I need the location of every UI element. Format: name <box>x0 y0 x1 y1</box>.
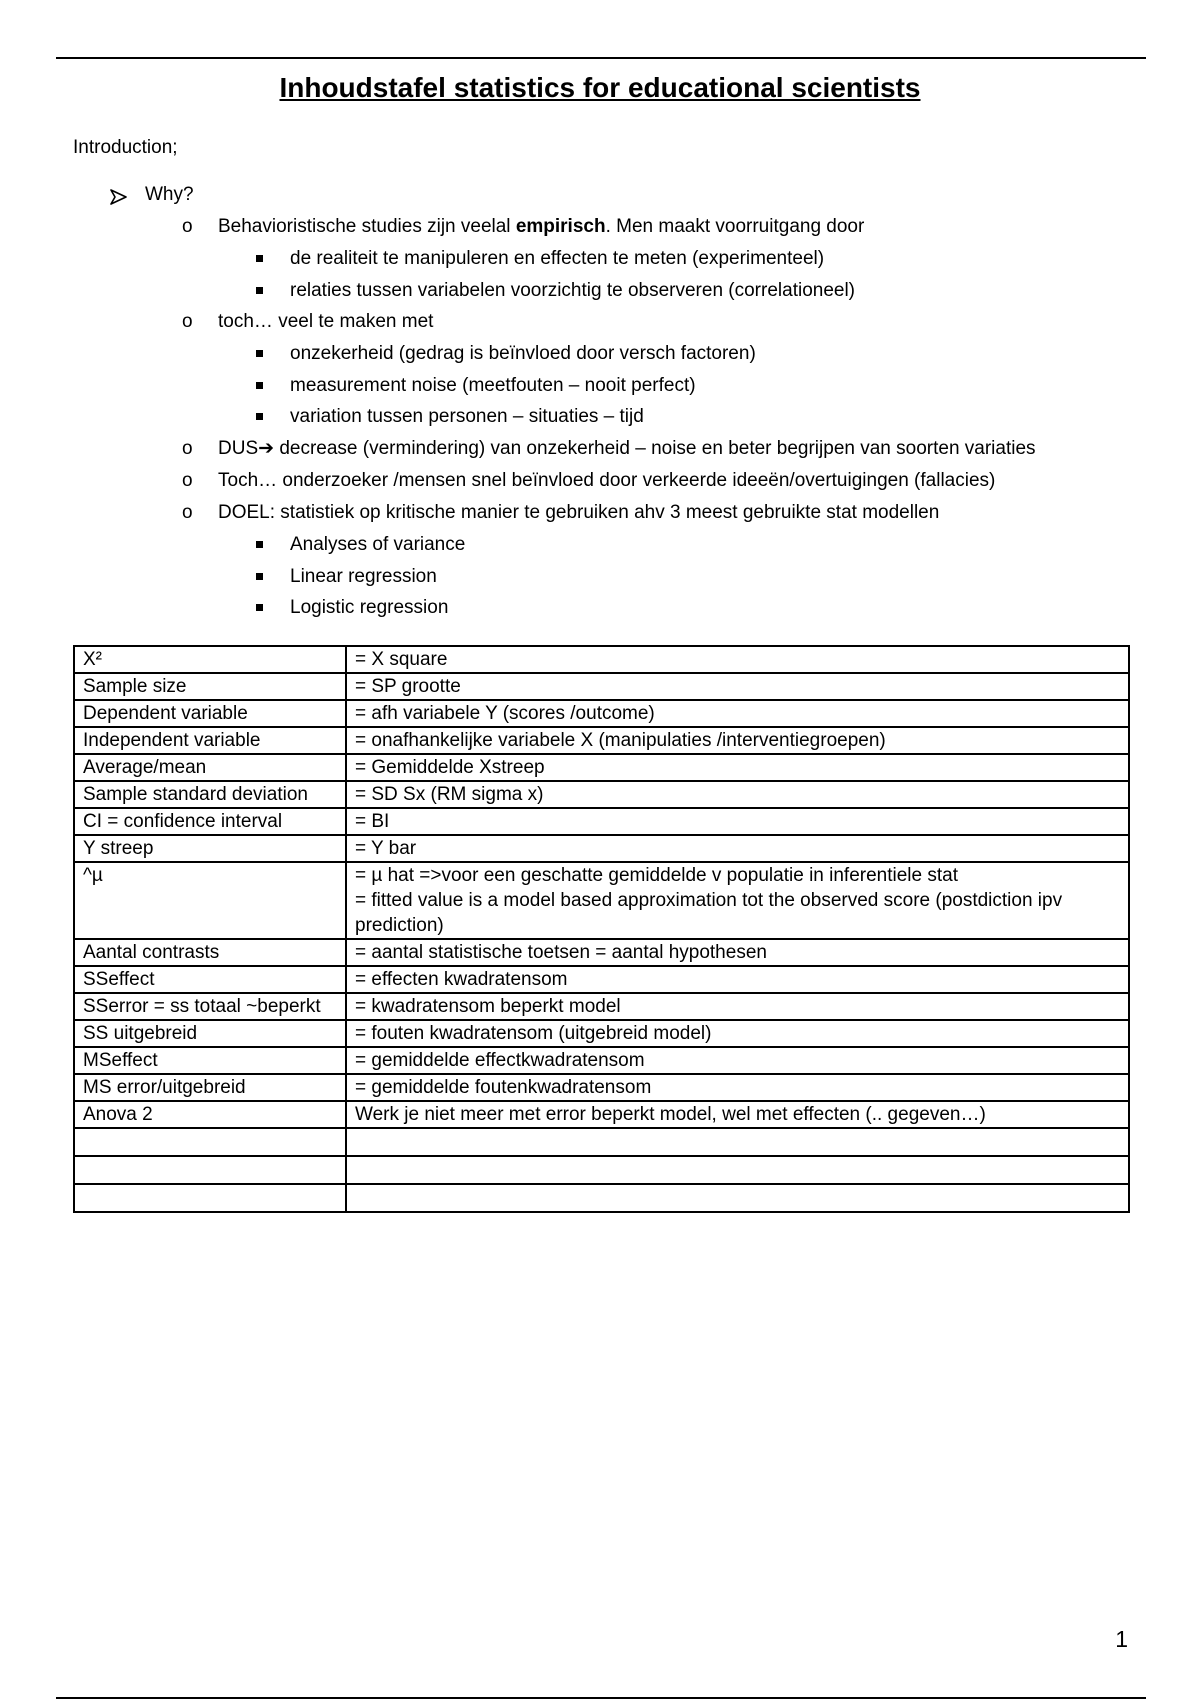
glossary-table <box>73 645 1130 1213</box>
square-bullet-icon <box>256 413 263 420</box>
square-bullet-icon <box>256 382 263 389</box>
sub-point: de realiteit te manipuleren en effecten te meten (experimenteel) <box>290 248 825 269</box>
circle-bullet-marker: o <box>182 438 193 459</box>
sub-point: variation tussen personen – situaties – tijd <box>290 406 644 427</box>
square-bullet-icon <box>256 255 263 262</box>
definition-cell: = BI <box>346 808 1129 835</box>
term-cell: Y streep <box>74 835 346 862</box>
empty-cell <box>346 1128 1129 1156</box>
table-row <box>74 700 1129 727</box>
square-bullet-icon <box>256 604 263 611</box>
point-dus <box>218 437 1036 461</box>
table-row <box>74 1074 1129 1101</box>
table-row <box>74 1101 1129 1128</box>
table-row <box>74 939 1129 966</box>
term-cell: SSeffect <box>74 966 346 993</box>
circle-bullet-marker: o <box>182 470 193 491</box>
sub-point: measurement noise (meetfouten – nooit perfect) <box>290 375 696 396</box>
sub-point: Logistic regression <box>290 597 449 618</box>
table-row <box>74 993 1129 1020</box>
term-cell: Independent variable <box>74 727 346 754</box>
term-cell: SS uitgebreid <box>74 1020 346 1047</box>
definition-line: = µ hat =>voor een geschatte gemiddelde v populatie in inferentiele stat <box>355 865 958 886</box>
circle-bullet-marker: o <box>182 216 193 237</box>
point-toch: toch… veel te maken met <box>218 311 434 332</box>
definition-cell: Werk je niet meer met error beperkt model, wel met effecten (.. gegeven…) <box>346 1101 1129 1128</box>
point-dus-text: DUS <box>218 438 259 459</box>
square-bullet-icon <box>256 350 263 357</box>
table-row <box>74 1020 1129 1047</box>
term-cell: MS error/uitgebreid <box>74 1074 346 1101</box>
table-row <box>74 781 1129 808</box>
definition-cell: = fouten kwadratensom (uitgebreid model) <box>346 1020 1129 1047</box>
point-doel: DOEL: statistiek op kritische manier te gebruiken ahv 3 meest gebruikte stat modellen <box>218 502 940 523</box>
table-row <box>74 808 1129 835</box>
definition-cell: = SD Sx (RM sigma x) <box>346 781 1129 808</box>
definition-cell: = SP grootte <box>346 673 1129 700</box>
point-empirisch <box>218 215 864 239</box>
definition-cell: = Y bar <box>346 835 1129 862</box>
definition-cell: = afh variabele Y (scores /outcome) <box>346 700 1129 727</box>
empty-cell <box>74 1156 346 1184</box>
definition-cell: = aantal statistische toetsen = aantal hypothesen <box>346 939 1129 966</box>
term-cell: Dependent variable <box>74 700 346 727</box>
table-row <box>74 966 1129 993</box>
definition-cell: = gemiddelde foutenkwadratensom <box>346 1074 1129 1101</box>
empty-table-row <box>74 1184 1129 1212</box>
empty-cell <box>74 1128 346 1156</box>
square-bullet-icon <box>256 287 263 294</box>
point-empirisch-text-end: . Men maakt voorruitgang door <box>605 216 865 237</box>
footer-rule <box>56 1697 1146 1699</box>
term-cell: Aantal contrasts <box>74 939 346 966</box>
empty-cell <box>74 1184 346 1212</box>
square-bullet-icon <box>256 573 263 580</box>
why-heading: Why? <box>145 184 194 205</box>
circle-bullet-marker: o <box>182 502 193 523</box>
table-row <box>74 646 1129 673</box>
term-cell: Anova 2 <box>74 1101 346 1128</box>
definition-cell <box>346 862 1129 939</box>
definition-cell: = onafhankelijke variabele X (manipulaties /interventiegroepen) <box>346 727 1129 754</box>
term-cell: Sample size <box>74 673 346 700</box>
page-number: 1 <box>1115 1626 1128 1652</box>
table-row <box>74 754 1129 781</box>
empty-cell <box>346 1184 1129 1212</box>
definition-line: = fitted value is a model based approximation tot the observed score (postdiction ipv prediction) <box>355 890 1063 936</box>
table-row <box>74 727 1129 754</box>
empty-cell <box>346 1156 1129 1184</box>
right-arrow-icon: ➔ <box>258 438 275 459</box>
document-title: Inhoudstafel statistics for educational scientists <box>279 72 921 103</box>
term-cell: SSerror = ss totaal ~beperkt <box>74 993 346 1020</box>
term-cell: ^µ <box>74 862 346 939</box>
definition-cell: = X square <box>346 646 1129 673</box>
sub-point: onzekerheid (gedrag is beïnvloed door versch factoren) <box>290 343 756 364</box>
square-bullet-icon <box>256 541 263 548</box>
sub-point: relaties tussen variabelen voorzichtig te observeren (correlationeel) <box>290 280 856 301</box>
definition-cell: = gemiddelde effectkwadratensom <box>346 1047 1129 1074</box>
definition-cell: = Gemiddelde Xstreep <box>346 754 1129 781</box>
point-empirisch-bold: empirisch <box>515 216 606 237</box>
sub-point: Analyses of variance <box>290 534 466 555</box>
intro-label: Introduction; <box>73 137 178 158</box>
table-row <box>74 673 1129 700</box>
arrowhead-bullet-icon <box>110 189 128 205</box>
term-cell: Average/mean <box>74 754 346 781</box>
definition-cell: = kwadratensom beperkt model <box>346 993 1129 1020</box>
term-cell: X² <box>74 646 346 673</box>
point-dus-text-end: decrease (vermindering) van onzekerheid – noise en beter begrijpen van soorten variaties <box>274 438 1036 459</box>
term-cell: CI = confidence interval <box>74 808 346 835</box>
empty-table-row <box>74 1128 1129 1156</box>
term-cell: MSeffect <box>74 1047 346 1074</box>
table-row <box>74 1047 1129 1074</box>
empty-table-row <box>74 1156 1129 1184</box>
point-fallacies: Toch… onderzoeker /mensen snel beïnvloed door verkeerde ideeën/overtuigingen (fallacies) <box>218 470 996 491</box>
circle-bullet-marker: o <box>182 311 193 332</box>
point-empirisch-text: Behavioristische studies zijn veelal <box>218 216 516 237</box>
header-rule <box>56 57 1146 59</box>
table-row <box>74 835 1129 862</box>
table-row <box>74 862 1129 939</box>
sub-point: Linear regression <box>290 566 437 587</box>
term-cell: Sample standard deviation <box>74 781 346 808</box>
definition-cell: = effecten kwadratensom <box>346 966 1129 993</box>
